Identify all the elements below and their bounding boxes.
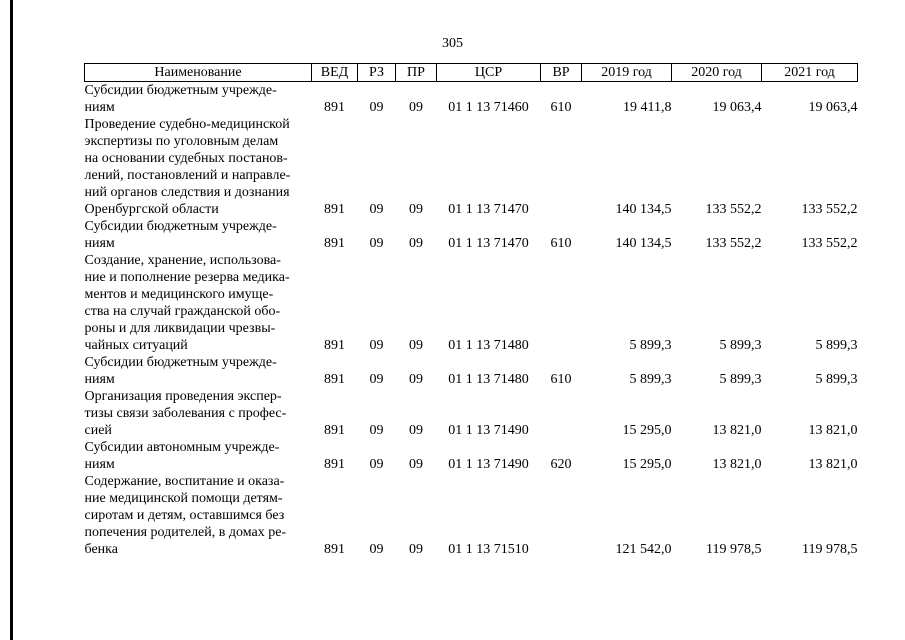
row-amount-2019: 5 899,3: [629, 372, 672, 387]
row-pr: 09: [409, 100, 423, 115]
row-amount-2020: 13 821,0: [712, 457, 762, 472]
table-row: [85, 82, 858, 117]
row-amount-2019: 19 411,8: [623, 100, 672, 115]
row-pr: 09: [409, 202, 423, 217]
row-name-line: ства на случай гражданской обо-: [84, 304, 281, 319]
row-ved: 891: [324, 372, 345, 387]
row-rz: 09: [369, 542, 384, 557]
row-name-line: Проведение судебно-медицинской: [84, 117, 290, 132]
row-name-line: экспертизы по уголовным делам: [84, 134, 279, 149]
table-row: [85, 252, 858, 354]
row-name-line: попечения родителей, в домах ре-: [84, 525, 287, 540]
row-vr: 620: [550, 457, 572, 472]
row-name: [85, 388, 312, 439]
row-name-line: ние и пополнение резерва медика-: [84, 270, 290, 285]
row-name-line: Создание, хранение, использова-: [84, 253, 281, 268]
row-pr: 09: [409, 338, 423, 353]
row-csr: 01 1 13 71470: [448, 236, 529, 251]
row-amount-2021: 119 978,5: [802, 542, 858, 557]
row-name-line: Субсидии бюджетным учрежде-: [84, 83, 277, 98]
row-name-line: сией: [84, 423, 112, 438]
header-rz: РЗ: [358, 64, 396, 82]
row-ved: 891: [324, 100, 345, 115]
row-amount-2021: 5 899,3: [815, 338, 858, 353]
row-name-line: ниям: [84, 236, 115, 251]
budget-table: [84, 63, 858, 558]
row-vr: [541, 388, 582, 439]
header-vr: ВР: [541, 64, 582, 82]
row-csr: 01 1 13 71460: [448, 100, 529, 115]
row-amount-2021: 133 552,2: [801, 236, 858, 251]
table-row: [85, 354, 858, 388]
row-name-line: ние медицинской помощи детям-: [84, 491, 283, 506]
table-row: [85, 439, 858, 473]
row-name-line: роны и для ликвидации чрезвы-: [84, 321, 276, 336]
table-row: [85, 388, 858, 439]
table-row: [85, 473, 858, 558]
row-amount-2020: 133 552,2: [705, 202, 762, 217]
row-amount-2021: 5 899,3: [815, 372, 858, 387]
row-name-line: тизы связи заболевания с профес-: [84, 406, 287, 421]
left-margin-rule: [10, 0, 13, 640]
row-name-line: Субсидии автономным учрежде-: [84, 440, 280, 455]
row-name-line: Оренбургской области: [84, 202, 219, 217]
row-name: [85, 116, 312, 218]
row-pr: 09: [409, 236, 423, 251]
row-amount-2019: 15 295,0: [622, 457, 672, 472]
header-2019: 2019 год: [582, 64, 672, 82]
row-amount-2020: 5 899,3: [719, 338, 762, 353]
row-name-line: Организация проведения экспер-: [84, 389, 282, 404]
page-number: 305: [442, 36, 463, 51]
row-csr: 01 1 13 71480: [448, 372, 529, 387]
table-body: [85, 82, 858, 559]
row-amount-2019: 15 295,0: [622, 423, 672, 438]
header-ved: ВЕД: [312, 64, 358, 82]
row-rz: 09: [369, 423, 384, 438]
row-vr: [541, 473, 582, 558]
row-ved: 891: [324, 338, 345, 353]
row-amount-2020: 19 063,4: [712, 100, 762, 115]
row-vr: [541, 116, 582, 218]
row-name-line: на основании судебных постанов-: [84, 151, 288, 166]
row-name: [85, 252, 312, 354]
row-ved: 891: [324, 202, 345, 217]
row-name-line: ниям: [84, 372, 115, 387]
header-pr: ПР: [396, 64, 437, 82]
table-header: [85, 64, 858, 82]
row-ved: 891: [324, 236, 345, 251]
row-vr: 610: [550, 100, 572, 115]
row-name-line: ний органов следствия и дознания: [84, 185, 290, 200]
row-rz: 09: [369, 457, 384, 472]
row-amount-2021: 133 552,2: [801, 202, 858, 217]
row-csr: 01 1 13 71490: [448, 457, 529, 472]
row-amount-2019: 140 134,5: [615, 202, 672, 217]
row-ved: 891: [324, 457, 345, 472]
row-amount-2020: 13 821,0: [712, 423, 762, 438]
row-name-line: бенка: [84, 542, 118, 557]
row-vr: 610: [550, 236, 572, 251]
row-csr: 01 1 13 71490: [448, 423, 529, 438]
row-csr: 01 1 13 71510: [448, 542, 529, 557]
row-name-line: Субсидии бюджетным учрежде-: [84, 355, 277, 370]
row-amount-2021: 13 821,0: [808, 423, 858, 438]
row-amount-2021: 19 063,4: [808, 100, 858, 115]
row-amount-2021: 13 821,0: [808, 457, 858, 472]
row-name: [85, 439, 312, 473]
row-vr: 610: [550, 372, 572, 387]
row-amount-2020: 5 899,3: [719, 372, 762, 387]
header-2020: 2020 год: [672, 64, 762, 82]
row-ved: 891: [324, 423, 345, 438]
row-name: [85, 354, 312, 388]
row-amount-2019: 140 134,5: [615, 236, 672, 251]
row-name-line: Субсидии бюджетным учрежде-: [84, 219, 277, 234]
header-name: Наименование: [85, 64, 312, 82]
row-ved: 891: [324, 542, 345, 557]
row-rz: 09: [369, 202, 384, 217]
row-name-line: лений, постановлений и направле-: [84, 168, 291, 183]
header-csr: ЦСР: [437, 64, 541, 82]
row-amount-2020: 119 978,5: [706, 542, 762, 557]
row-rz: 09: [369, 100, 384, 115]
row-name-line: ментов и медицинского имуще-: [84, 287, 274, 302]
row-vr: [541, 252, 582, 354]
row-name-line: чайных ситуаций: [84, 338, 188, 353]
row-pr: 09: [409, 457, 423, 472]
row-name-line: ниям: [84, 100, 115, 115]
row-pr: 09: [409, 372, 423, 387]
row-amount-2020: 133 552,2: [705, 236, 762, 251]
row-rz: 09: [369, 338, 384, 353]
row-csr: 01 1 13 71470: [448, 202, 529, 217]
row-rz: 09: [369, 372, 384, 387]
row-pr: 09: [409, 542, 423, 557]
table-row: [85, 218, 858, 252]
table-row: [85, 116, 858, 218]
row-rz: 09: [369, 236, 384, 251]
row-amount-2019: 5 899,3: [629, 338, 672, 353]
row-name: [85, 82, 312, 117]
row-csr: 01 1 13 71480: [448, 338, 529, 353]
row-name: [85, 218, 312, 252]
row-name: [85, 473, 312, 558]
header-2021: 2021 год: [762, 64, 858, 82]
row-name-line: сиротам и детям, оставшимся без: [84, 508, 285, 523]
row-name-line: Содержание, воспитание и оказа-: [84, 474, 285, 489]
row-amount-2019: 121 542,0: [615, 542, 672, 557]
row-pr: 09: [409, 423, 423, 438]
row-name-line: ниям: [84, 457, 115, 472]
